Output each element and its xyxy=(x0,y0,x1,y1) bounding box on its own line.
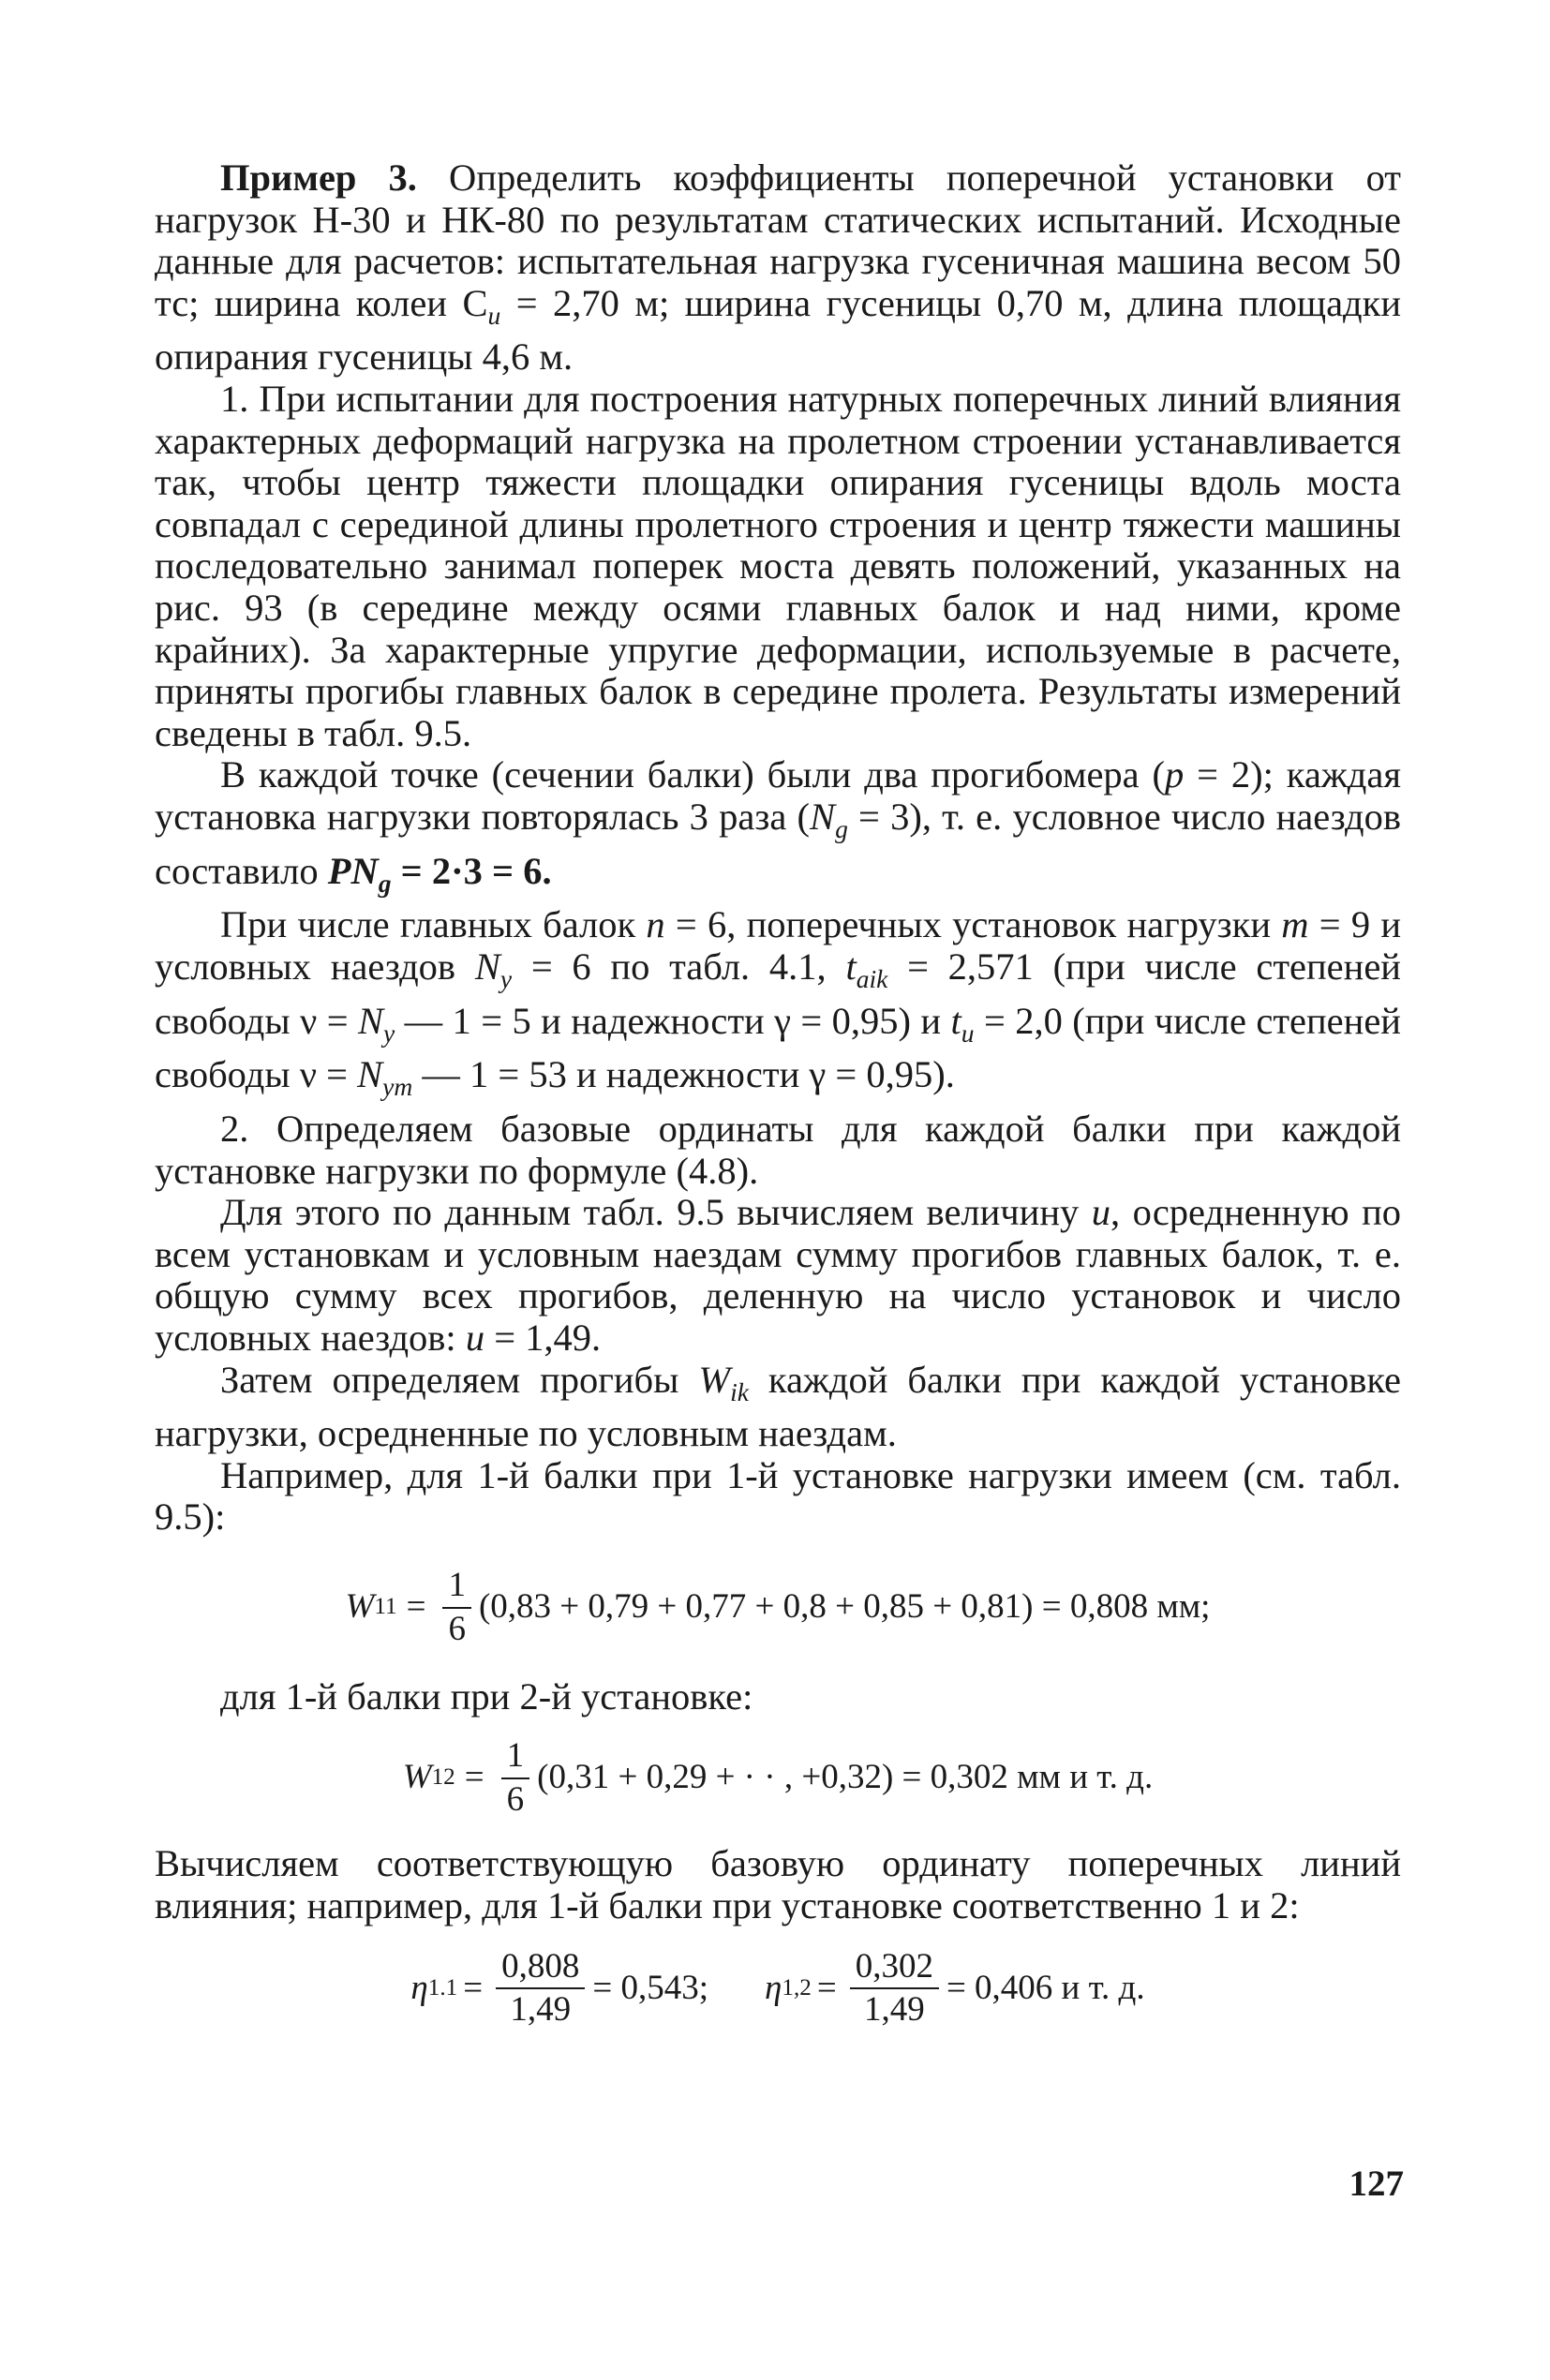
f1-den: 6 xyxy=(448,1609,466,1648)
example-tail: = 2,70 м; ширина гусеницы 0,70 м, длина площадки опирания гусеницы 4,6 м. xyxy=(155,281,1401,379)
formula-w12 xyxy=(155,1737,1401,1819)
f3-eq2: = xyxy=(816,1968,837,2007)
f3-den1: 1,49 xyxy=(510,1990,572,2030)
p3-t: t xyxy=(845,945,857,988)
paragraph-9: Вычисляем соответствующую базовую ординату поперечных линий влияния; например, для 1-й балки при установке соответственно 1 и 2: xyxy=(155,1842,1401,1926)
p5-a: Для этого по данным табл. 9.5 вычисляем величину xyxy=(220,1191,1092,1234)
formula-w11 xyxy=(155,1567,1401,1648)
p2-boldsub: g xyxy=(378,868,392,898)
p6-b: каждой балки при каждой установке нагрузки, осредненные по условным наездам. xyxy=(155,1358,1401,1455)
p2-a: В каждой точке (сечении балки) были два прогибомера ( xyxy=(220,753,1166,796)
page-number: 127 xyxy=(1349,2164,1404,2204)
f2-body: (0,31 + 0,29 + · · , +0,32) = 0,302 мм и т. д. xyxy=(537,1758,1154,1797)
paragraph-1: 1. При испытании для построения натурных поперечных линий влияния характерных деформаций нагрузка на пролетном строении устанавливается так, чтобы центр тяжести площадки опирания гусеницы вдоль моста совпадал с серединой длины пролетного строения и центр тяжести машины последовательно занимал поперек моста девять положений, указанных на рис. 93 (в середине между осями главных балок и над ними, кроме крайних). За характерные упругие деформации, используемые в расчете, приняты прогибы главных балок в середине пролета. Результаты измерений сведены в табл. 9.5. xyxy=(155,378,1401,754)
paragraph-2 xyxy=(155,754,1401,904)
f1-eq: = xyxy=(406,1587,426,1627)
p3-n: n xyxy=(646,903,665,946)
paragraph-7: Например, для 1-й балки при 1-й установке нагрузки имеем (см. табл. 9.5): xyxy=(155,1453,1401,1539)
text-column xyxy=(155,157,1401,2030)
f3-num1: 0,808 xyxy=(496,1948,585,1990)
example-paragraph xyxy=(155,157,1401,379)
p2-N: N xyxy=(810,796,836,838)
example-lead: Пример 3. xyxy=(220,156,417,199)
p3-aik: aik xyxy=(856,964,888,994)
p2-p: p xyxy=(1165,753,1185,796)
p3-ymsub: ym xyxy=(382,1072,413,1102)
p3-e: = 2,571 (при числе степеней свободы ν = xyxy=(155,945,1401,1042)
f3-den2: 1,49 xyxy=(863,1990,925,2030)
f2-den: 6 xyxy=(506,1779,525,1819)
f3-eta2: η xyxy=(765,1968,782,2007)
example-text: Определить коэффициенты поперечной установки от нагрузок Н-30 и НК-80 по результатам статических испытаний. Исходные данные для расчетов: испытательная нагрузка гусеничная машина весом 50 тс; ширина колеи C xyxy=(155,156,1401,324)
f3-sub1: 1.1 xyxy=(427,1974,458,2001)
p2-c: = 3), т. е. условное число наездов составило xyxy=(155,796,1401,892)
p3-f: — 1 = 5 и надежности γ = 0,95) и xyxy=(395,999,951,1042)
p3-c: = 9 и условных наездов xyxy=(155,903,1401,988)
example-sub: и xyxy=(487,300,501,330)
paragraph-5 xyxy=(155,1192,1401,1359)
p3-Ny2: N xyxy=(357,999,383,1042)
formula-eta xyxy=(155,1948,1401,2030)
f2-eq: = xyxy=(464,1758,484,1797)
p3-tu: t xyxy=(950,999,961,1042)
f1-fraction xyxy=(442,1567,471,1648)
p3-ysub: y xyxy=(499,964,513,994)
f3-res1: = 0,543; xyxy=(592,1968,708,2007)
p3-m: m xyxy=(1281,903,1309,946)
f3-res2: = 0,406 и т. д. xyxy=(946,1968,1145,2007)
f3-eta1: η xyxy=(410,1968,428,2007)
p3-d: = 6 по табл. 4.1, xyxy=(512,945,846,988)
p2-bold: PN xyxy=(327,849,379,892)
f1-body: (0,83 + 0,79 + 0,77 + 0,8 + 0,85 + 0,81) = 0,808 мм; xyxy=(478,1587,1211,1627)
p6-ik: ik xyxy=(730,1376,749,1406)
f2-fraction xyxy=(501,1737,530,1819)
f3-eq1: = xyxy=(463,1968,484,2007)
p3-Nym: N xyxy=(357,1053,383,1096)
f2-W: W xyxy=(402,1758,432,1797)
p3-ysub2: y xyxy=(382,1018,395,1048)
p5-b: , осредненную по всем установкам и условным наездам сумму прогибов главных балок, т. е. общую сумму всех прогибов, деленную на число установок и число условных наездов: xyxy=(155,1191,1401,1359)
p2-boldtail: = 2·3 = 6. xyxy=(391,849,552,892)
p6-a: Затем определяем прогибы xyxy=(220,1358,699,1401)
f2-sub: 12 xyxy=(431,1764,455,1791)
paragraph-4: 2. Определяем базовые ординаты для каждой балки при каждой установке нагрузки по формуле (4.8). xyxy=(155,1108,1401,1192)
p5-c: = 1,49. xyxy=(484,1316,602,1359)
p6-W: W xyxy=(698,1358,731,1401)
p3-usub: u xyxy=(961,1018,975,1048)
f3-num2: 0,302 xyxy=(850,1948,939,1990)
p3-b: = 6, поперечных установок нагрузки xyxy=(664,903,1282,946)
p3-h: — 1 = 53 и надежности γ = 0,95). xyxy=(412,1053,955,1096)
f3-sub2: 1,2 xyxy=(782,1974,812,2001)
f1-num: 1 xyxy=(442,1567,471,1609)
p5-u: u xyxy=(1091,1191,1110,1234)
p5-u2: u xyxy=(465,1316,485,1359)
p3-a: При числе главных балок xyxy=(220,903,647,946)
f1-W: W xyxy=(345,1587,375,1627)
paragraph-3 xyxy=(155,904,1401,1108)
p3-g: = 2,0 (при числе степеней свободы ν = xyxy=(155,999,1401,1096)
paragraph-6 xyxy=(155,1360,1401,1455)
f1-sub: 11 xyxy=(374,1594,397,1620)
p2-b: = 2); каждая установка нагрузки повторялась 3 раза ( xyxy=(155,753,1402,838)
f3-fraction-2 xyxy=(850,1948,939,2030)
paragraph-8: для 1-й балки при 2-й установке: xyxy=(220,1675,753,1718)
f2-num: 1 xyxy=(501,1737,530,1779)
p2-g: g xyxy=(835,814,848,844)
f3-fraction-1 xyxy=(496,1948,585,2030)
p3-Ny: N xyxy=(474,945,500,988)
